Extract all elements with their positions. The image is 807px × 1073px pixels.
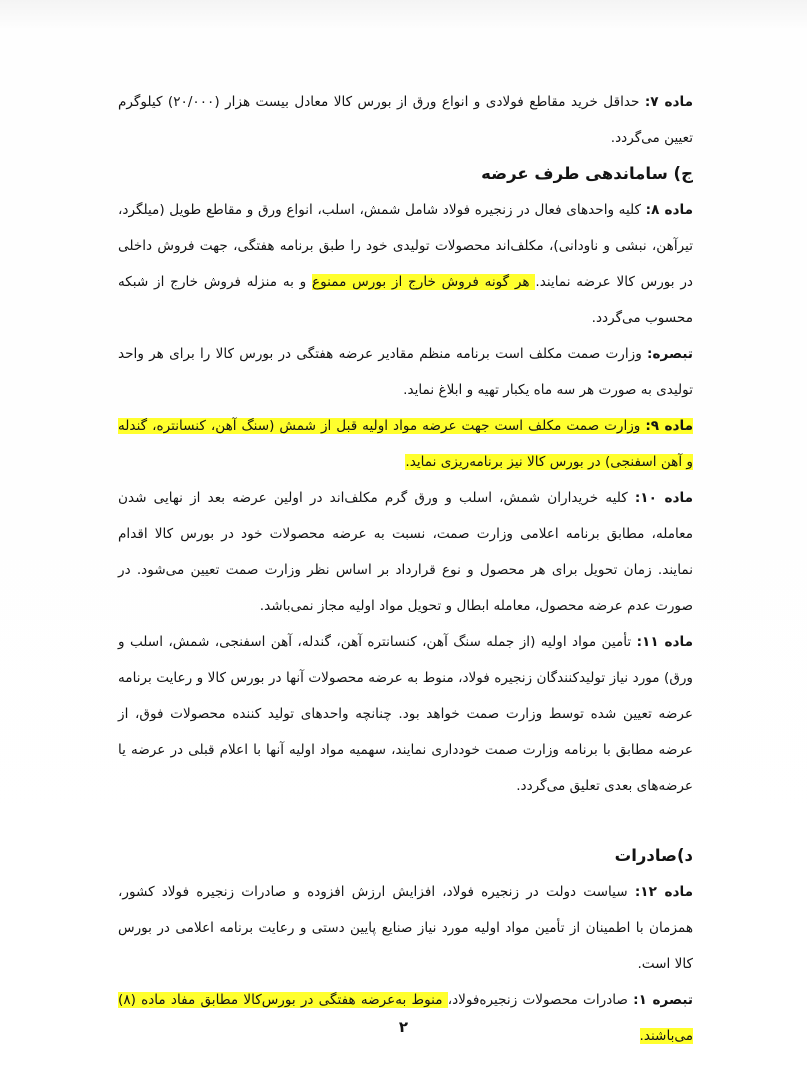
- article-8-text-after: و به منزله فروش خارج از شبکه محسوب می‌گردد.: [118, 274, 693, 326]
- page-number: ۲: [398, 1018, 409, 1036]
- article-11: [118, 624, 693, 804]
- article-10: [118, 480, 693, 624]
- article-8-note-label: تبصره:: [647, 346, 693, 362]
- article-11-text: تأمین مواد اولیه (از جمله سنگ آهن، کنسانتره آهن، گندله، آهن اسفنجی، شمش، اسلب و ورق) مورد نیاز تولیدکنندگان زنجیره فولاد، منوط به عرضه محصولات آنها در بورس کالا و رعایت برنامه عرضه تعیین شده توسط وزارت صمت خواهد بود. چنانچه واحدهای تولید کننده محصولات فوق، از عرضه مطابق با برنامه وزارت صمت خودداری نمایند، سهمیه مواد اولیه آنها با اعلام قبلی در عرضه یا عرضه‌های بعدی تعلیق می‌گردد.: [118, 634, 693, 794]
- article-10-text: کلیه خریداران شمش، اسلب و ورق گرم مکلف‌اند در اولین عرضه بعد از نهایی شدن معامله، مطابق برنامه اعلامی وزارت صمت، نسبت به عرضه محصولات خود در بورس کالا اقدام نمایند. زمان تحویل برای هر محصول و نوع قرارداد بر اساس نظر وزارت صمت تعیین می‌شود. در صورت عدم عرضه محصول، معامله ابطال و تحویل مواد اولیه مجاز نمی‌باشد.: [118, 490, 693, 614]
- article-8-note-text: وزارت صمت مکلف است برنامه منظم مقادیر عرضه هفتگی در بورس کالا را برای هر واحد تولیدی به صورت هر سه ماه یکبار تهیه و ابلاغ نماید.: [118, 346, 693, 398]
- article-10-label: ماده ۱۰:: [634, 490, 693, 506]
- article-8-label: ماده ۸:: [645, 202, 693, 218]
- section-c-heading: ج) ساماندهی طرف عرضه: [481, 164, 693, 183]
- article-12-note-1-label: تبصره ۱:: [633, 992, 694, 1008]
- article-12-text: سیاست دولت در زنجیره فولاد، افزایش ارزش افزوده و صادرات زنجیره فولاد کشور، همزمان با اطمینان از تأمین مواد اولیه مورد نیاز صنایع پایین دستی و رعایت برنامه اعلامی در بورس کالا است.: [118, 884, 693, 972]
- article-9-highlight-block: [118, 418, 693, 470]
- article-7-label: ماده ۷:: [644, 94, 693, 110]
- article-8: [118, 192, 693, 336]
- section-spacer: [118, 804, 693, 838]
- article-8-note: [118, 336, 693, 408]
- article-12-note-1-highlight: منوط به‌عرضه هفتگی در بورس‌کالا مطابق مفاد ماده (۸) می‌باشند.: [118, 992, 693, 1044]
- article-7: [118, 84, 693, 156]
- article-8-highlight: هر گونه فروش خارج از بورس ممنوع: [312, 274, 536, 290]
- article-7-text: حداقل خرید مقاطع فولادی و انواع ورق از بورس کالا معادل بیست هزار (۲۰/۰۰۰) کیلوگرم تعیین می‌گردد.: [118, 94, 693, 146]
- document-body: [118, 84, 693, 1054]
- article-11-label: ماده ۱۱:: [636, 634, 693, 650]
- article-12: [118, 874, 693, 982]
- article-8-text: کلیه واحدهای فعال در زنجیره فولاد شامل شمش، اسلب، انواع ورق و مقاطع طویل (میلگرد، تیرآهن، نبشی و ناودانی)، مکلف‌اند محصولات تولیدی خود را طبق برنامه هفتگی، جهت فروش داخلی در بورس کالا عرضه نمایند.: [118, 202, 693, 290]
- article-12-note-1-text: صادرات محصولات زنجیره‌فولاد،: [447, 992, 634, 1008]
- article-9-label: ماده ۹:: [645, 418, 693, 434]
- article-12-label: ماده ۱۲:: [634, 884, 693, 900]
- article-9: [118, 408, 693, 480]
- section-d-heading: د)صادرات: [614, 846, 693, 865]
- article-9-text: وزارت صمت مکلف است جهت عرضه مواد اولیه قبل از شمش (سنگ آهن، کنسانتره، گندله و آهن اسفنجی) در بورس کالا نیز برنامه‌ریزی نماید.: [118, 418, 693, 470]
